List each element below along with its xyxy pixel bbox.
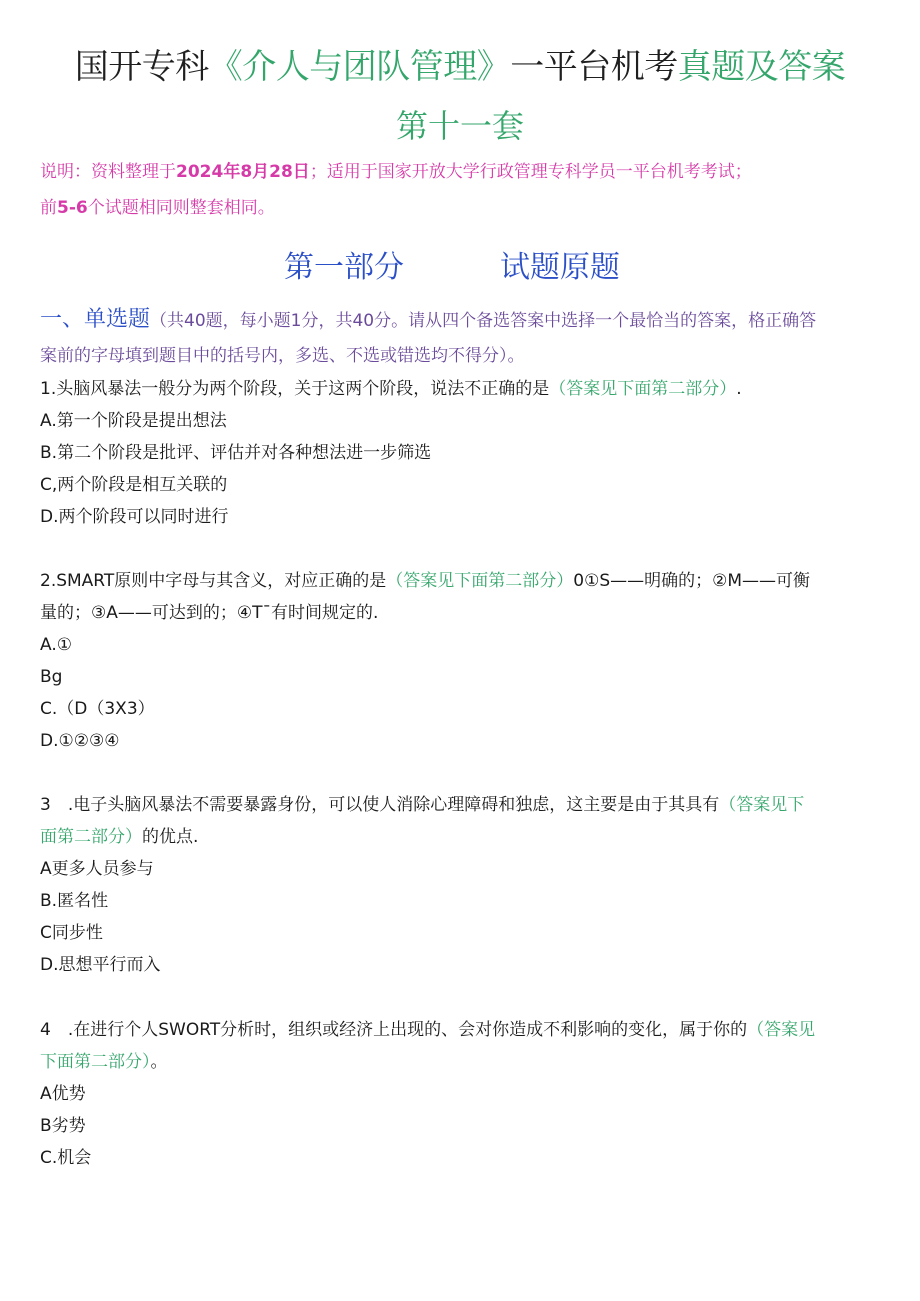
question-4-option-c: C.机会	[40, 1148, 92, 1168]
question-2-option-c: C.（D（3X3）	[40, 699, 155, 719]
title-part-1: 国开专科	[74, 47, 209, 87]
question-4-stem-cont	[40, 1046, 880, 1078]
question-3-option-b: B.匿名性	[40, 891, 109, 911]
question-text: 1.头脑风暴法一般分为两个阶段，关于这两个阶段，说法不正确的是	[40, 379, 550, 399]
title-part-6: 及答案	[744, 47, 846, 87]
note-text: ；适用于国家开放大学行政管理专科学员一平台机考考试；	[309, 162, 752, 182]
question-3-option-d: D.思想平行而入	[40, 955, 161, 975]
document-title	[0, 44, 920, 90]
answer-hint: （答案见	[747, 1020, 816, 1040]
question-1-option-d: D.两个阶段可以同时进行	[40, 507, 229, 527]
note-line-2	[40, 192, 880, 224]
question-1-stem	[40, 373, 880, 405]
part-label: 第一部分	[284, 250, 404, 285]
section-description: （共40题，每小题1分，共40分。请从四个备选答案中选择一个最恰当的答案，格正确答	[150, 311, 817, 331]
title-part-3: 一平台机	[510, 47, 645, 87]
question-3-option-c: C同步性	[40, 923, 103, 943]
title-part-5: 真题	[677, 47, 745, 87]
question-text: 3 .电子头脑风暴法不需要暴露身份，可以使人消除心理障碍和独虑，这主要是由于其具有	[40, 795, 720, 815]
note-text: 说明：资料整理于	[40, 162, 176, 182]
question-text: 的优点.	[142, 827, 199, 847]
title-course-name: 《介人与团队管理》	[208, 47, 511, 87]
note-number: 5-6	[57, 198, 88, 218]
section-description-cont: 案前的字母填到题目中的括号内，多选、不选或错选均不得分）。	[40, 346, 525, 366]
section-title: 一、单选题	[40, 307, 151, 332]
section-heading	[40, 304, 880, 337]
question-text: 。	[150, 1052, 168, 1072]
question-text: .	[736, 379, 742, 399]
question-text: 4 .在进行个人SWORT分析时，组织或经济上出现的、会对你造成不利影响的变化，属于你的	[40, 1020, 748, 1040]
question-1-option-a: A.第一个阶段是提出想法	[40, 411, 227, 431]
question-text: 2.SMART原则中字母与其含义，对应正确的是	[40, 571, 387, 591]
question-2-stem	[40, 565, 880, 597]
note-date: 2024年8月28日	[176, 162, 310, 182]
title-part-4: 考	[644, 47, 678, 87]
question-2-stem-cont: 量的；③A——可达到的；④T¯有时间规定的.	[40, 603, 379, 623]
note-text: 前	[40, 198, 57, 218]
part-name: 试题原题	[500, 250, 620, 285]
question-2-option-d: D.①②③④	[40, 731, 120, 751]
question-4-stem	[40, 1014, 880, 1046]
question-1-option-b: B.第二个阶段是批评、评估并对各种想法进一步筛选	[40, 443, 432, 463]
question-2-option-a: A.①	[40, 635, 72, 655]
question-1-option-c: C,两个阶段是相互关联的	[40, 475, 228, 495]
question-3-stem-cont	[40, 821, 880, 853]
answer-hint: 面第二部分）	[40, 827, 142, 847]
question-4-option-b: B劣势	[40, 1116, 86, 1136]
note-text: 个试题相同则整套相同。	[87, 198, 275, 218]
question-3-stem	[40, 789, 880, 821]
question-4-option-a: A优势	[40, 1084, 86, 1104]
answer-hint: （答案见下面第二部分）	[386, 571, 574, 591]
question-2-option-b: Bg	[40, 667, 63, 687]
answer-hint: （答案见下面第二部分）	[549, 379, 737, 399]
answer-hint: （答案见下	[719, 795, 805, 815]
answer-hint: 下面第二部分）	[40, 1052, 151, 1072]
set-number: 第十一套	[395, 107, 524, 145]
question-3-option-a: A更多人员参与	[40, 859, 154, 879]
question-text: 0①S——明确的；②M——可衡	[573, 571, 811, 591]
note-line-1	[40, 156, 880, 188]
